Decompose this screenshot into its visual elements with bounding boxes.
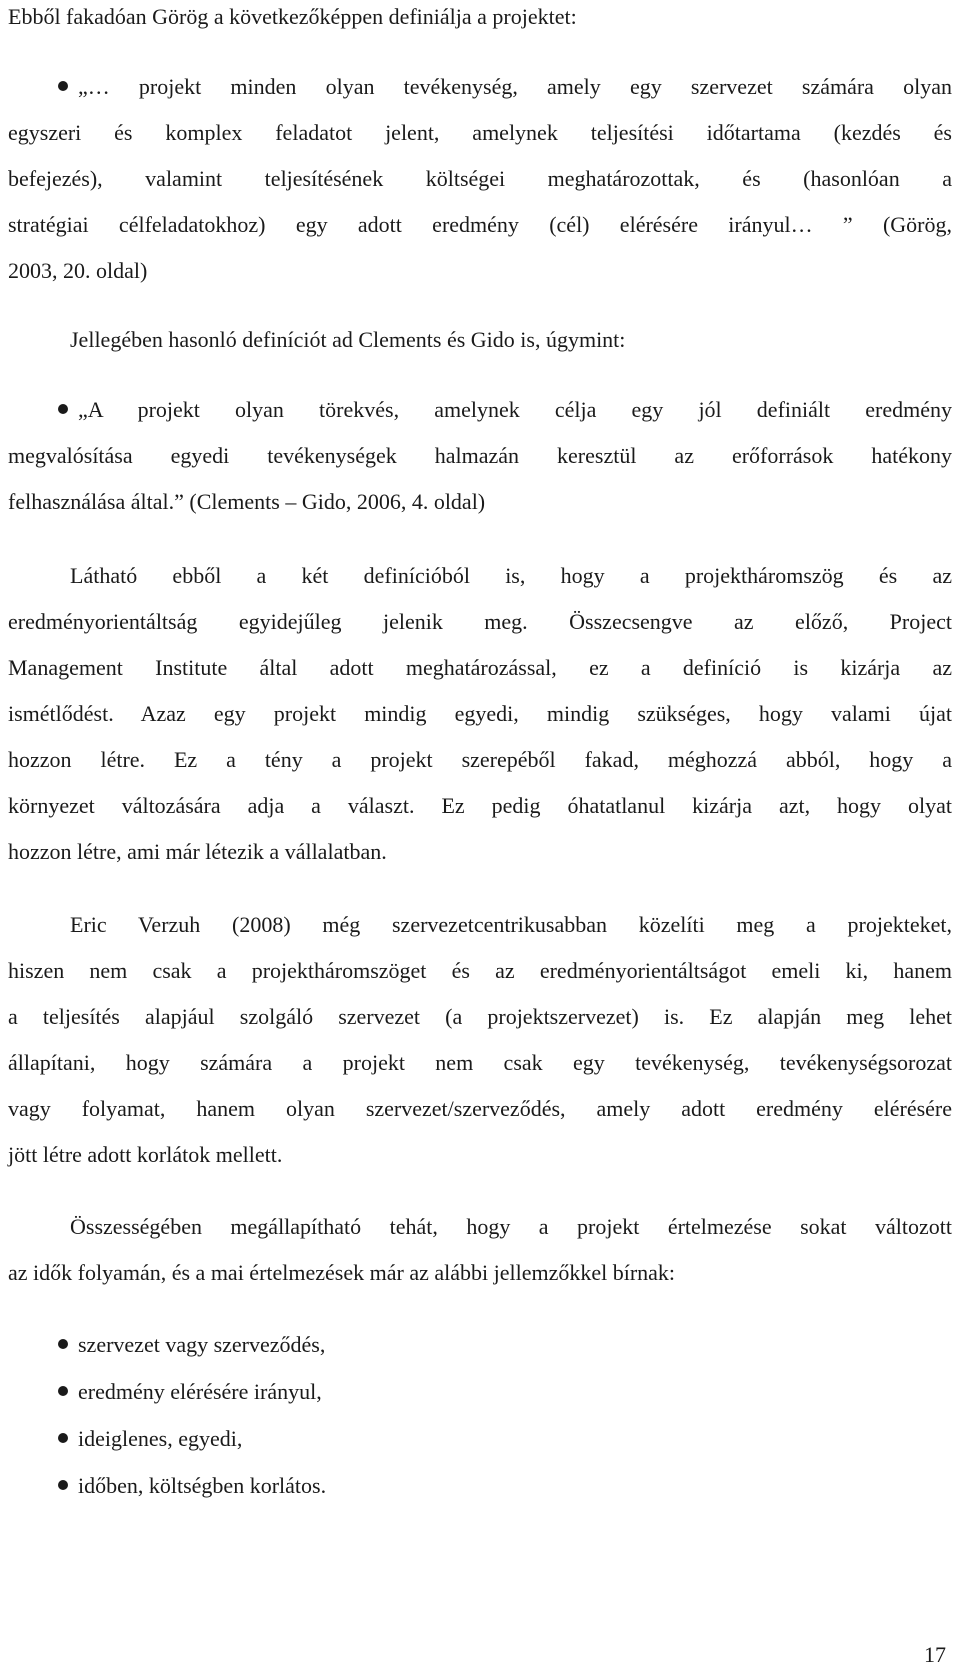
feature-list-item: szervezet vagy szerveződés, [58,1330,952,1360]
para4-line-3: a teljesítés alapjául szolgáló szervezet (a projektszervezet) is. Ez alapján meg lehet [8,1004,952,1029]
para5-line-2: az idők folyamán, és a mai értelmezések már az alábbi jellemzőkkel bírnak: [8,1260,676,1285]
page-number: 17 [924,1642,946,1667]
feature-list-item: eredmény elérésére irányul, [58,1377,952,1407]
para3-line-6: környezet változására adja a választ. Ez pedig óhatatlanul kizárja azt, hogy olyat [8,793,952,818]
quote2-line-1: „A projekt olyan törekvés, amelynek célja egy jól definiált eredmény [58,395,952,425]
quote1-line-4: stratégiai célfeladatokhoz) egy adott eredmény (cél) elérésére irányul… ” (Görög, [8,212,952,237]
bullet-icon [58,1386,68,1396]
para3-line-4: ismétlődést. Azaz egy projekt mindig egyedi, mindig szükséges, hogy valami újat [8,701,952,726]
feature-list-item: ideiglenes, egyedi, [58,1424,952,1454]
para3-line-7: hozzon létre, ami már létezik a vállalatban. [8,839,387,864]
quote2-line-2: megvalósítása egyedi tevékenységek halmazán keresztül az erőforrások hatékony [8,443,952,468]
quote1-line-2: egyszeri és komplex feladatot jelent, amelynek teljesítési időtartama (kezdés és [8,120,952,145]
feature-list-item: időben, költségben korlátos. [58,1471,952,1501]
para3-line-1: Látható ebből a két definícióból is, hogy a projektháromszög és az [70,563,952,588]
quote2-line-3: felhasználása által.” (Clements – Gido, 2006, 4. oldal) [8,489,486,514]
para4-line-6: jött létre adott korlátok mellett. [8,1142,283,1167]
quote1-line-3: befejezés), valamint teljesítésének költségei meghatározottak, és (hasonlóan a [8,166,952,191]
para4-line-5: vagy folyamat, hanem olyan szervezet/szerveződés, amely adott eredmény elérésére [8,1096,952,1121]
bullet-icon [58,404,68,414]
para5-line-1: Összességében megállapítható tehát, hogy a projekt értelmezése sokat változott [70,1214,952,1239]
quote1-line-1: „… projekt minden olyan tevékenység, amely egy szervezet számára olyan [58,72,952,102]
para3-line-5: hozzon létre. Ez a tény a projekt szerepéből fakad, méghozzá abból, hogy a [8,747,952,772]
bullet-icon [58,1433,68,1443]
bullet-icon [58,1339,68,1349]
para3-line-3: Management Institute által adott meghatározással, ez a definíció is kizárja az [8,655,952,680]
para4-line-2: hiszen nem csak a projektháromszöget és az eredményorientáltságot emeli ki, hanem [8,958,952,983]
intro-line: Ebből fakadóan Görög a következőképpen definiálja a projektet: [8,4,577,29]
para3-line-2: eredményorientáltság egyidejűleg jelenik meg. Összecsengve az előző, Project [8,609,952,634]
para2-line: Jellegében hasonló definíciót ad Clements és Gido is, úgymint: [70,327,626,352]
para4-line-4: állapítani, hogy számára a projekt nem csak egy tevékenység, tevékenységsorozat [8,1050,952,1075]
bullet-icon [58,81,68,91]
bullet-icon [58,1480,68,1490]
para4-line-1: Eric Verzuh (2008) még szervezetcentrikusabban közelíti meg a projekteket, [70,912,952,937]
quote1-line-5: 2003, 20. oldal) [8,258,148,283]
